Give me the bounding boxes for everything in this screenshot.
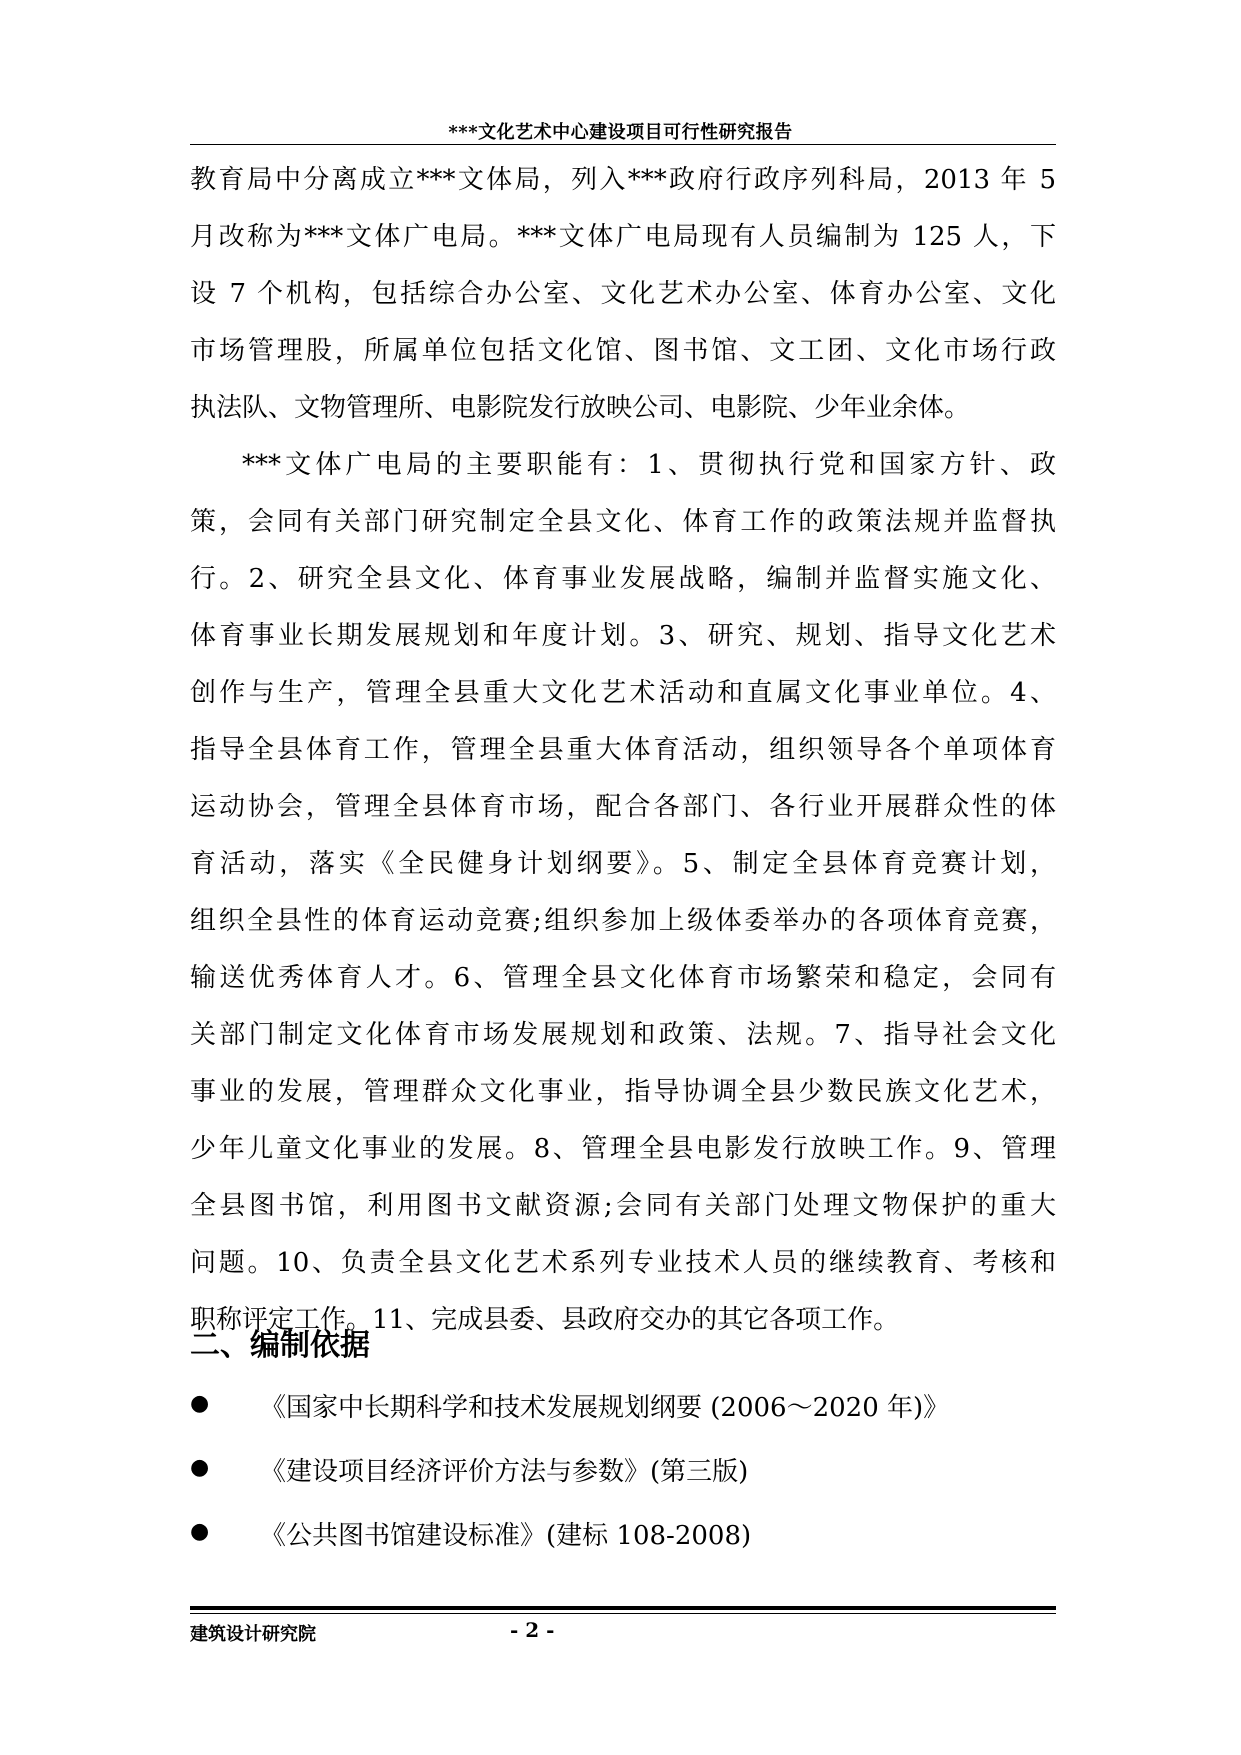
text-line: 设 7 个机构，包括综合办公室、文化艺术办公室、体育办公室、文化: [190, 279, 1056, 309]
text-line: 市场管理股，所属单位包括文化馆、图书馆、文工团、文化市场行政: [190, 336, 1056, 366]
page-number: - 2 -: [510, 1618, 555, 1642]
text-line: 教育局中分离成立***文体局，列入***政府行政序列科局，2013 年 5: [190, 165, 1056, 195]
text-line: 少年儿童文化事业的发展。8、管理全县电影发行放映工作。9、管理: [190, 1134, 1056, 1164]
footer-divider-thin: [190, 1613, 1056, 1614]
list-item-text: 《国家中长期科学和技术发展规划纲要 (2006～2020 年)》: [260, 1393, 950, 1423]
text-line: 策，会同有关部门研究制定全县文化、体育工作的政策法规并监督执: [190, 507, 1056, 537]
text-line: 运动协会，管理全县体育市场，配合各部门、各行业开展群众性的体: [190, 792, 1056, 822]
text-line: 行。2、研究全县文化、体育事业发展战略，编制并监督实施文化、: [190, 564, 1056, 594]
text-line: 体育事业长期发展规划和年度计划。3、研究、规划、指导文化艺术: [190, 621, 1056, 651]
section-heading: 二、编制依据: [190, 1328, 370, 1363]
list-item: [190, 1451, 1056, 1515]
paragraph-1: [190, 152, 1056, 437]
page-header-title: ***文化艺术中心建设项目可行性研究报告: [448, 122, 793, 143]
text-line: 育活动，落实《全民健身计划纲要》。5、制定全县体育竞赛计划，: [190, 849, 1056, 879]
list-item: [190, 1387, 1056, 1451]
text-line: 组织全县性的体育运动竞赛;组织参加上级体委举办的各项体育竞赛，: [190, 906, 1056, 936]
text-line: 月改称为***文体广电局。***文体广电局现有人员编制为 125 人，下: [190, 222, 1056, 252]
footer-organization: 建筑设计研究院: [190, 1624, 316, 1645]
text-line: 职称评定工作。11、完成县委、县政府交办的其它各项工作。: [190, 1305, 900, 1335]
text-line: 创作与生产，管理全县重大文化艺术活动和直属文化事业单位。4、: [190, 678, 1056, 708]
list-item: [190, 1515, 1056, 1579]
basis-list: [190, 1387, 1056, 1579]
list-item-text: 《建设项目经济评价方法与参数》(第三版): [260, 1457, 749, 1487]
body-text: [190, 152, 1056, 1349]
text-line: 问题。10、负责全县文化艺术系列专业技术人员的继续教育、考核和: [190, 1248, 1056, 1278]
text-line: 指导全县体育工作，管理全县重大体育活动，组织领导各个单项体育: [190, 735, 1056, 765]
text-line: ***文体广电局的主要职能有：1、贯彻执行党和国家方针、政: [242, 450, 1056, 480]
header-divider: [190, 144, 1056, 145]
text-line: 执法队、文物管理所、电影院发行放映公司、电影院、少年业余体。: [190, 393, 971, 423]
bullet-icon: ●: [190, 1455, 210, 1480]
list-item-text: 《公共图书馆建设标准》(建标 108-2008): [260, 1521, 752, 1551]
text-line: 关部门制定文化体育市场发展规划和政策、法规。7、指导社会文化: [190, 1020, 1056, 1050]
paragraph-2: [190, 437, 1056, 1349]
text-line: 事业的发展，管理群众文化事业，指导协调全县少数民族文化艺术，: [190, 1077, 1056, 1107]
text-line: 全县图书馆，利用图书文献资源;会同有关部门处理文物保护的重大: [190, 1191, 1056, 1221]
bullet-icon: ●: [190, 1519, 210, 1544]
footer-divider-thick: [190, 1606, 1056, 1610]
text-line: 输送优秀体育人才。6、管理全县文化体育市场繁荣和稳定，会同有: [190, 963, 1056, 993]
bullet-icon: ●: [190, 1391, 210, 1416]
